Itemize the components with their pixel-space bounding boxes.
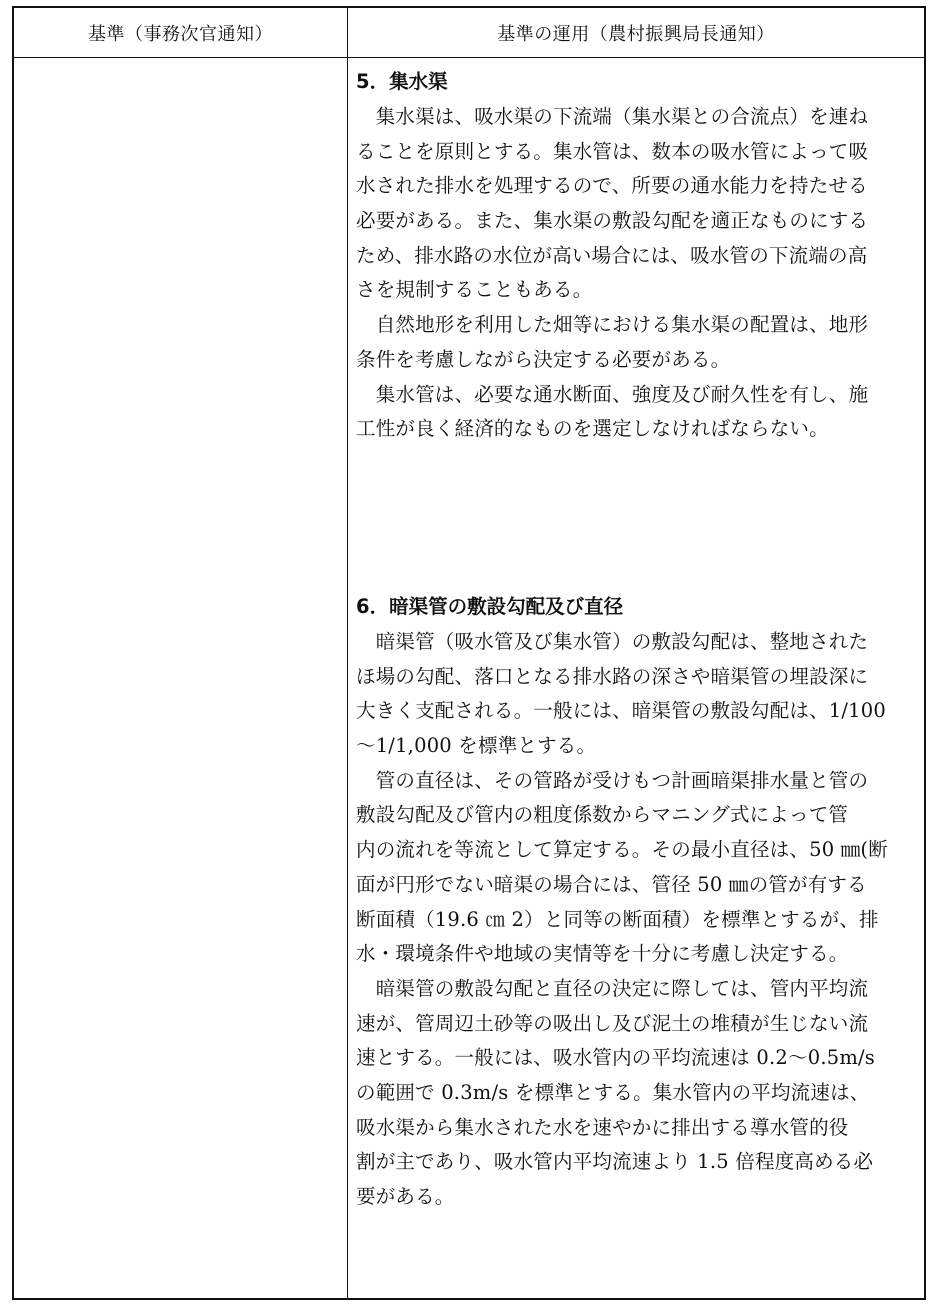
header-right-cell: 基準の運用（農村振興局長通知） [497,23,775,45]
paragraph-line: 暗渠管の敷設勾配と直径の決定に際しては、管内平均流 [356,976,869,1000]
paragraph-line: 条件を考慮しながら決定する必要がある。 [356,347,731,371]
section-heading: 5．集水渠 [356,70,448,93]
section-6 [356,589,922,1215]
paragraph-line: 速とする。一般には、吸水管内の平均流速は 0.2～0.5m/s [356,1046,875,1070]
paragraph-line: 敷設勾配及び管内の粗度係数からマニング式によって管 [356,803,849,827]
paragraph-line: 管の直径は、その管路が受けもつ計画暗渠排水量と管の [356,768,869,792]
table-header [12,6,926,58]
paragraph-line: ～1/1,000 を標準とする。 [356,734,597,758]
paragraph-line: 集水渠は、吸水渠の下流端（集水渠との合流点）を連ね [356,105,869,128]
paragraph-line: 要がある。 [356,1185,455,1208]
paragraph-line: 速が、管周辺土砂等の吸出し及び泥土の堆積が生じない流 [356,1011,869,1035]
paragraph-line: 工性が良く経済的なものを選定しなければならない。 [356,417,829,441]
paragraph-line: 吸水渠から集水された水を速やかに排出する導水管的役 [356,1115,849,1139]
paragraph-line: ため、排水路の水位が高い場合には、吸水管の下流端の高 [356,243,868,267]
section-5 [356,64,922,447]
paragraph-line: 集水管は、必要な通水断面、強度及び耐久性を有し、施 [356,382,869,406]
paragraph-line: 大きく支配される。一般には、暗渠管の敷設勾配は、1/100 [356,699,886,723]
paragraph-line: 内の流れを等流として算定する。その最小直径は、50 ㎜(断 [356,838,888,862]
table-body [12,57,926,1300]
paragraph-line: ることを原則とする。集水管は、数本の吸水管によって吸 [356,139,869,163]
paragraph-line: 必要がある。また、集水渠の敷設勾配を適正なものにする [356,209,869,233]
paragraph-line: の範囲で 0.3m/s を標準とする。集水管内の平均流速は、 [356,1080,870,1104]
paragraph-line: 水された排水を処理するので、所要の通水能力を持たせる [356,174,868,198]
paragraph-line: 面が円形でない暗渠の場合には、管径 50 ㎜の管が有する [356,872,867,896]
paragraph-line: ほ場の勾配、落口となる排水路の深さや暗渠管の埋設深に [356,664,869,688]
paragraph-line: 断面積（19.6 ㎝ 2）と同等の断面積）を標準とするが、排 [356,907,879,931]
section-heading: 6．暗渠管の敷設勾配及び直径 [356,595,624,618]
paragraph-line: さを規制することもある。 [356,278,593,302]
paragraph-line: 水・環境条件や地域の実情等を十分に考慮し決定する。 [356,942,849,966]
paragraph-line: 暗渠管（吸水管及び集水管）の敷設勾配は、整地された [356,630,869,653]
document-page [12,6,930,1300]
column-divider [347,58,348,1298]
paragraph-line: 割が主であり、吸水管内平均流速より 1.5 倍程度高める必 [356,1150,874,1174]
paragraph-line: 自然地形を利用した畑等における集水渠の配置は、地形 [356,313,869,337]
header-left-cell: 基準（事務次官通知） [14,8,348,57]
